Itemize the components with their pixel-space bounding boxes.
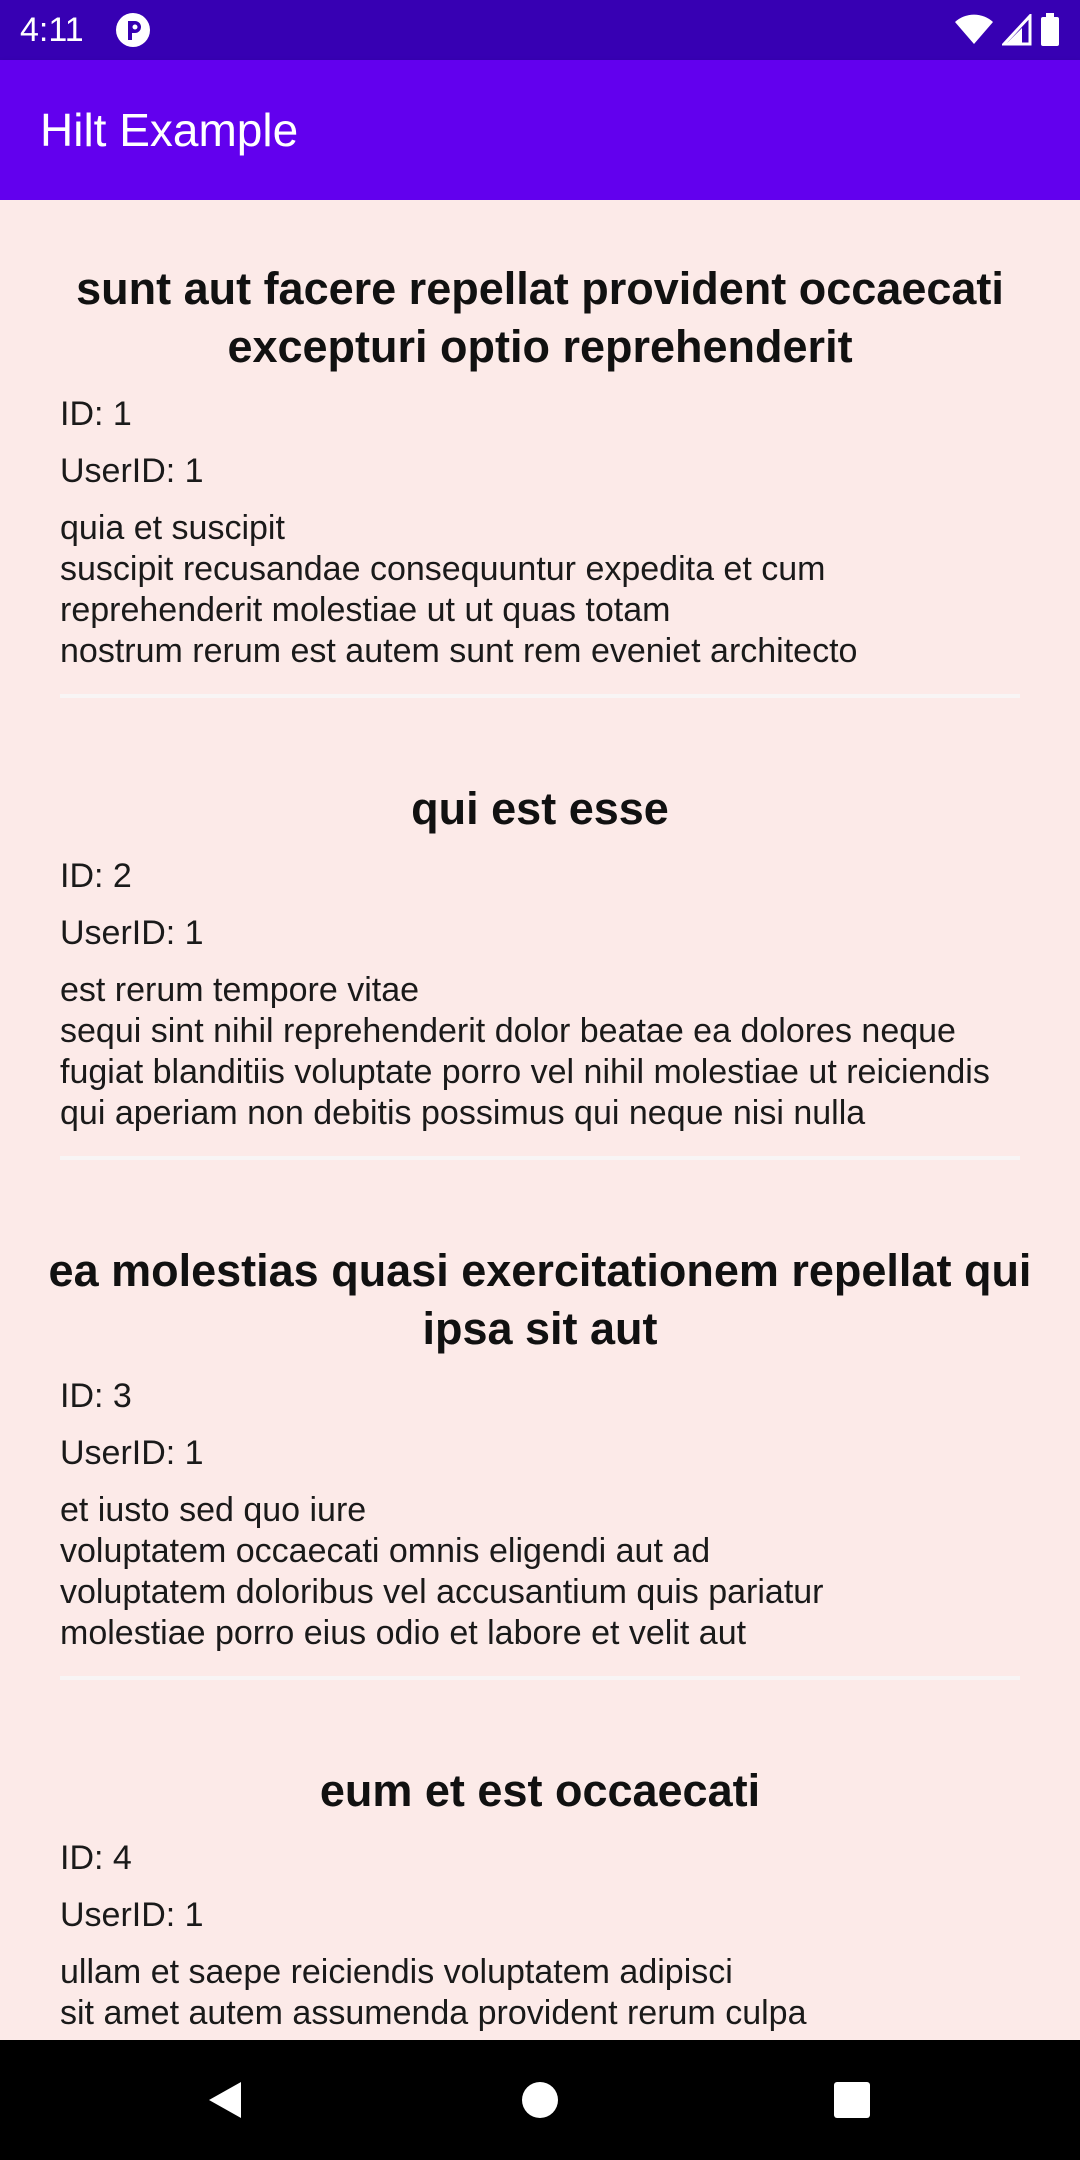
post-user-id: UserID: 1	[60, 452, 204, 490]
post-list[interactable]	[0, 200, 1080, 2040]
post-user-id: UserID: 1	[60, 914, 204, 952]
post-body: quia et suscipit suscipit recusandae consequuntur expedita et cum reprehenderit molestiae ut ut quas totam nostrum rerum est autem sunt rem eveniet architecto	[60, 509, 858, 670]
recents-button[interactable]	[822, 2070, 882, 2130]
wifi-icon	[954, 14, 994, 46]
list-item[interactable]	[60, 780, 1020, 1160]
back-icon	[203, 2078, 247, 2122]
post-body: et iusto sed quo iure voluptatem occaecati omnis eligendi aut ad voluptatem doloribus vel accusantium quis pariatur molestiae porro eius odio et labore et velit aut	[60, 1491, 824, 1652]
post-title: sunt aut facere repellat provident occaecati excepturi optio reprehenderit	[76, 263, 1004, 372]
post-id: ID: 4	[60, 1839, 132, 1877]
post-id: ID: 1	[60, 395, 132, 433]
divider	[60, 694, 1020, 698]
app-title: Hilt Example	[40, 104, 299, 156]
divider	[60, 1676, 1020, 1680]
post-body: est rerum tempore vitae sequi sint nihil reprehenderit dolor beatae ea dolores neque fugiat blanditiis voluptate porro vel nihil molestiae ut reiciendis qui aperiam non debitis possimus qui neque nisi nulla	[60, 971, 990, 1132]
system-nav-bar	[0, 2040, 1080, 2160]
home-icon	[520, 2080, 560, 2120]
post-id: ID: 3	[60, 1377, 132, 1415]
app-notification-icon	[115, 12, 151, 48]
cellular-icon	[1002, 14, 1032, 46]
list-item[interactable]	[48, 1242, 1032, 1680]
back-button[interactable]	[195, 2070, 255, 2130]
post-body: ullam et saepe reiciendis voluptatem adipisci sit amet autem assumenda provident rerum culpa	[60, 1953, 807, 2032]
list-item[interactable]	[60, 260, 1020, 698]
app-bar	[0, 60, 1080, 200]
post-title: qui est esse	[411, 783, 669, 834]
post-title: ea molestias quasi exercitationem repellat qui ipsa sit aut	[48, 1245, 1032, 1354]
post-id: ID: 2	[60, 857, 132, 895]
recents-icon	[832, 2080, 872, 2120]
status-time: 4:11	[20, 11, 84, 49]
list-item[interactable]	[60, 1762, 1020, 2034]
status-bar	[0, 0, 1080, 60]
battery-icon	[1040, 13, 1060, 47]
post-user-id: UserID: 1	[60, 1434, 204, 1472]
divider	[60, 1156, 1020, 1160]
home-button[interactable]	[510, 2070, 570, 2130]
post-user-id: UserID: 1	[60, 1896, 204, 1934]
post-title: eum et est occaecati	[319, 1765, 761, 1816]
